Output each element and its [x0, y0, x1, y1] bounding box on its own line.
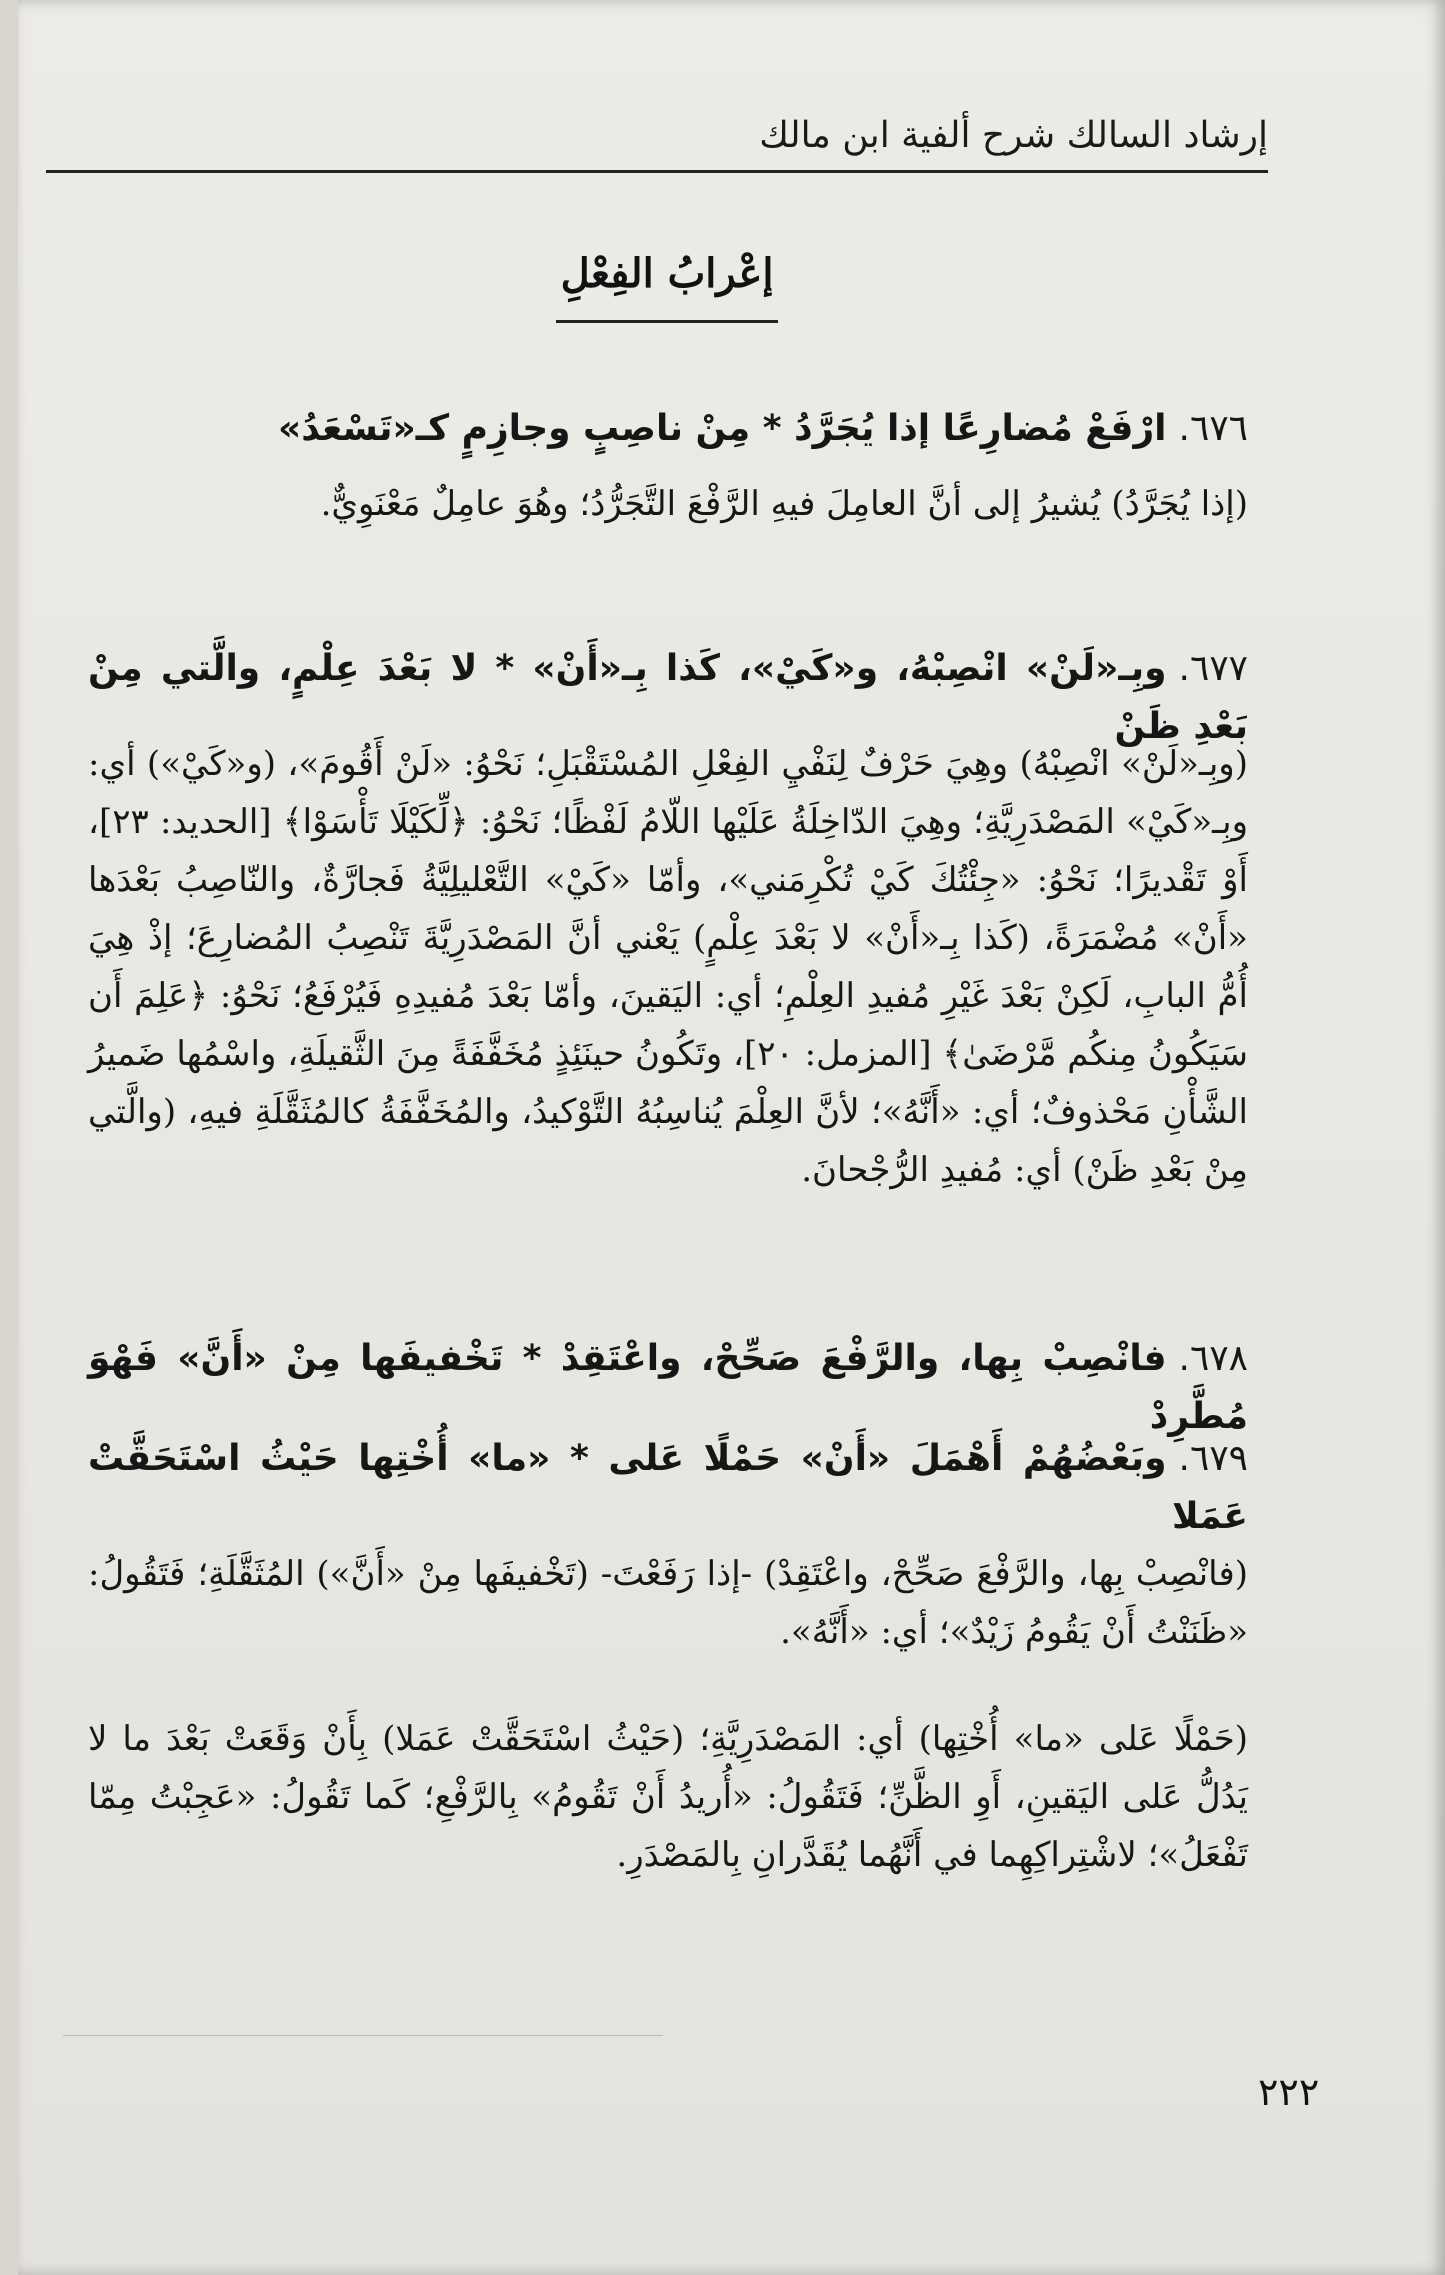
commentary-678: (فانْصِبْ بِها، والرَّفْعَ صَحِّحْ، واعْتَقِدْ) -إذا رَفَعْتَ- (تَخْفيفَها مِنْ «أَنَّ») المُثَقَّلَةِ؛ فَتَقُولُ: «ظَنَنْتُ أَنْ يَقُومُ زَيْدٌ»؛ أي: «أَنَّهُ». [88, 1554, 1248, 1652]
verse-number: ٦٧٩. [1178, 1438, 1248, 1479]
verse-number: ٦٧٧. [1178, 648, 1248, 689]
book-page [18, 0, 1445, 2275]
footnote-rule [63, 2035, 663, 2036]
commentary-679: (حَمْلًا عَلى «ما» أُخْتِها) أي: المَصْدَرِيَّةِ؛ (حَيْثُ اسْتَحَقَّتْ عَمَلا) بِأَنْ وَقَعَتْ بَعْدَ ما لا يَدُلُّ عَلى اليَقينِ، أَوِ الظَّنِّ؛ فَتَقُولُ: «أُريدُ أَنْ تَقُومُ» بِالرَّفْعِ؛ كَما تَقُولُ: «عَجِبْتُ مِمّا تَفْعَلُ»؛ لاشْتِراكِهِما في أَنَّهُما يُقَدَّرانِ بِالمَصْدَرِ. [88, 1719, 1248, 1875]
verse-number: ٦٧٨. [1178, 1338, 1248, 1379]
chapter-title-underline [556, 320, 778, 323]
header-rule [46, 170, 1268, 173]
commentary-677: (وبِـ«لَنْ» انْصِبْهُ) وهِيَ حَرْفٌ لِنَفْيِ الفِعْلِ المُسْتَقْبَلِ؛ نَحْوُ: «لَنْ أَقُومَ»، (و«كَيْ») أي: وبِـ«كَيْ» المَصْدَرِيَّةِ؛ وهِيَ الدّاخِلَةُ عَلَيْها اللّامُ لَفْظًا؛ نَحْوُ: ﴿لِّكَيْلَا تَأْسَوْا﴾ [الحديد: ٢٣]، أَوْ تَقْديرًا؛ نَحْوُ: «جِئْتُكَ كَيْ تُكْرِمَني»، وأمّا «كَيْ» التَّعْليلِيَّةُ فَجارَّةٌ، والنّاصِبُ بَعْدَها «أَنْ» مُضْمَرَةً، (كَذا بِـ«أَنْ» لا بَعْدَ عِلْمٍ) يَعْني أنَّ المَصْدَرِيَّةَ تَنْصِبُ المُضارِعَ؛ إذْ هِيَ أُمُّ البابِ، لَكِنْ بَعْدَ غَيْرِ مُفيدِ العِلْمِ؛ أي: اليَقينَ، وأمّا بَعْدَ مُفيدِهِ فَيُرْفَعُ؛ نَحْوُ: ﴿عَلِمَ أَن سَيَكُونُ مِنكُم مَّرْضَىٰ﴾ [المزمل: ٢٠]، وتَكُونُ حينَئِذٍ مُخَفَّفَةً مِنَ الثَّقيلَةِ، واسْمُها ضَميرُ الشَّأْنِ مَحْذوفٌ؛ أي: «أَنَّهُ»؛ لأنَّ العِلْمَ يُناسِبُهُ التَّوْكيدُ، والمُخَفَّفَةُ كالمُثَقَّلَةِ فيهِ، (والَّتي مِنْ بَعْدِ ظَنْ) أي: مُفيدِ الرُّجْحانَ. [88, 744, 1249, 1190]
verse-text: وبِـ«لَنْ» انْصِبْهُ، و«كَيْ»، كَذا بِـ«أَنْ» * لا بَعْدَ عِلْمٍ، والَّتي مِنْ بَعْدِ ظَنْ [88, 648, 1248, 747]
verse-text: فانْصِبْ بِها، والرَّفْعَ صَحِّحْ، واعْتَقِدْ * تَخْفيفَها مِنْ «أَنَّ» فَهْوَ مُطَّرِدْ [88, 1338, 1248, 1437]
running-header: إرشاد السالك شرح ألفية ابن مالك [759, 115, 1268, 156]
commentary-676: (إذا يُجَرَّدُ) يُشيرُ إلى أنَّ العامِلَ فيهِ الرَّفْعَ التَّجَرُّدُ؛ وهُوَ عامِلٌ مَعْنَوِيٌّ. [320, 484, 1248, 524]
verse-text: ارْفَعْ مُضارِعًا إذا يُجَرَّدُ * مِنْ ناصِبٍ وجازِمٍ كـ«تَسْعَدُ» [278, 408, 1167, 449]
verse-678 [88, 1330, 1248, 1446]
verse-text: وبَعْضُهُمْ أَهْمَلَ «أَنْ» حَمْلًا عَلى * «ما» أُخْتِها حَيْثُ اسْتَحَقَّتْ عَمَلا [88, 1438, 1248, 1537]
verse-number: ٦٧٦. [1178, 408, 1248, 449]
verse-679 [88, 1430, 1248, 1546]
page-number: ٢٢٢ [1258, 2070, 1320, 2114]
verse-676 [88, 400, 1248, 458]
chapter-title: إعْرابُ الفِعْلِ [560, 250, 774, 297]
